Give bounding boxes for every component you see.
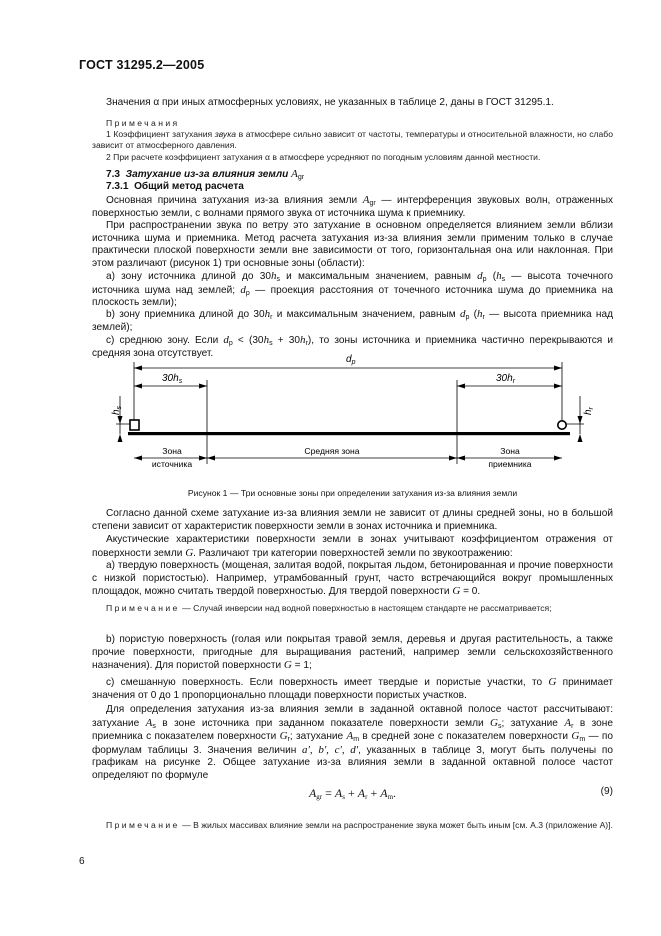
formula-number: (9) bbox=[600, 786, 613, 797]
section-7-3-heading: 7.3 Затухание из-за влияния земли $A_{gr}$ bbox=[106, 168, 305, 181]
zone-source-label-1: Зона bbox=[162, 446, 182, 456]
zone-a-item: a) зону источника длиной до $30h_s$ и максимальным значением, равным $d_p$ ($h_s$ — высота точечного источника шума над землей; $d_p$ — проекция расстояния от точечного источника шума до приемника на плоскость земли); bbox=[92, 270, 613, 309]
page-number: 6 bbox=[79, 856, 85, 867]
receiver-marker bbox=[558, 421, 566, 429]
note-2: 2 При расчете коэффициент затухания α в атмосфере усредняют по погодным условиям данной местности. bbox=[106, 151, 541, 162]
receiver-length-label: $30h_r$ bbox=[496, 373, 516, 385]
surface-hard-item: a) твердую поверхность (мощеная, залитая водой, покрытая льдом, бетонированная и прочие поверхности с низкой пористостью). Например, утрамбованный грунт, часто встречающийся вокруг промышленных площадок, можно считать твердой поверхностью. Для твердой поверхности G = 0. bbox=[92, 560, 613, 598]
formula-expression: $A_{gr} = A_s + A_r + A_m$. bbox=[308, 786, 397, 801]
notes-block bbox=[92, 118, 613, 163]
zone-b-item: b) зону приемника длиной до $30h_r$ и максимальным значением, равным $d_p$ ($h_r$ — высота приемника над землей); bbox=[92, 308, 613, 333]
hr-label: $h_r$ bbox=[583, 407, 595, 415]
zone-receiver-label-1: Зона bbox=[500, 446, 520, 456]
formula-9 bbox=[92, 786, 613, 802]
zone-c-item: c) среднюю зону. Если $d_p < (30h_s + 30h_r)$, то зоны источника и приемника частично перекрываются и средняя зона отсутствует. bbox=[92, 334, 613, 359]
section-7-3-1-heading: 7.3.1 Общий метод расчета bbox=[106, 181, 244, 192]
source-marker bbox=[130, 420, 139, 430]
zone-middle-label: Средняя зона bbox=[304, 446, 360, 456]
zones-figure bbox=[111, 346, 595, 476]
note-residential: Примечание — В жилых массивах влияние земли на распространение звука может быть иным [см. А.3 (приложение А)]. bbox=[106, 820, 613, 830]
ground-line bbox=[128, 432, 570, 435]
source-length-label: $30h_s$ bbox=[162, 373, 183, 385]
standard-header: ГОСТ 31295.2—2005 bbox=[79, 58, 205, 72]
dp-label: $d_p$ bbox=[346, 354, 356, 366]
zone-receiver-label-2: приемника bbox=[488, 459, 532, 469]
zone-source-label-2: источника bbox=[151, 459, 193, 469]
paragraph-downwind: При распространении звука по ветру это затухание в основном определяется влиянием земли вблизи источника шума и приемника. Метод расчета затухания из-за влияния земли применим только в случае практически плоской поверхности земли вне зависимости от того, горизонтальная она или наклонная. При этом различают (рисунок 1) три основные зоны (области): bbox=[92, 220, 613, 269]
figure-caption: Рисунок 1 — Три основные зоны при определении затухания из-за влияния земли bbox=[187, 488, 518, 498]
paragraph-alpha: Значения α при иных атмосферных условиях, не указанных в таблице 2, даны в ГОСТ 31295.1. bbox=[106, 97, 554, 108]
paragraph-scheme: Согласно данной схеме затухание из-за влияния земли не зависит от длины средней зоны, но в большой степени зависит от характеристик поверхности земли в зонах источника и приемника. bbox=[92, 508, 613, 532]
paragraph-acoustic: Акустические характеристики поверхности земли в зонах учитывают коэффициентом отражения от поверхности земли G. Различают три категории поверхностей земли по звукоотражению: bbox=[92, 534, 613, 559]
note-1: 1 Коэффициент затухания звука в атмосфере сильно зависит от частоты, температуры и относительной влажности, но слабо зависит от атмосферного давления. bbox=[92, 129, 613, 151]
hs-label: $h_s$ bbox=[111, 405, 123, 415]
notes-title: Примечания bbox=[106, 118, 180, 128]
paragraph-cause: Основная причина затухания из-за влияния земли $A_{gr}$ — интерференция звуковых волн, отраженных поверхностью земли, с волнами прямого звука от источника шума к приемнику. bbox=[92, 194, 613, 219]
surface-porous-item: b) пористую поверхность (голая или покрытая травой земля, деревья и другая растительность, а также прочие поверхности, пригодные для выращивания растений, например земли сельскохозяйственного назначения). Для пористой поверхности G = 1; bbox=[92, 634, 613, 672]
note-inversion: Примечание — Случай инверсии над водной поверхностью в настоящем стандарте не рассматривается; bbox=[106, 603, 552, 613]
surface-mixed-item: c) смешанную поверхность. Если поверхность имеет твердые и пористые участки, то G принимает значения от 0 до 1 пропорционально площади поверхности пористых участков. bbox=[92, 676, 613, 701]
paragraph-calculation: Для определения затухания из-за влияния земли в заданной октавной полосе частот рассчитывают: затухание $A_s$ в зоне источника при заданном показателе поверхности земли $G_s$; затухание $A_r$ в зоне приемника с показателем поверхности $G_r$; затухание $A_m$ в средней зоне с показателем поверхности $G_m$ — по формулам таблицы 3. Значения величин a', b', c', d', указанных в таблице 3, могут быть получены по графикам на рисунке 2. Общее затухание из-за влияния земли в заданной октавной полосе частот определяют по формуле bbox=[92, 704, 614, 781]
